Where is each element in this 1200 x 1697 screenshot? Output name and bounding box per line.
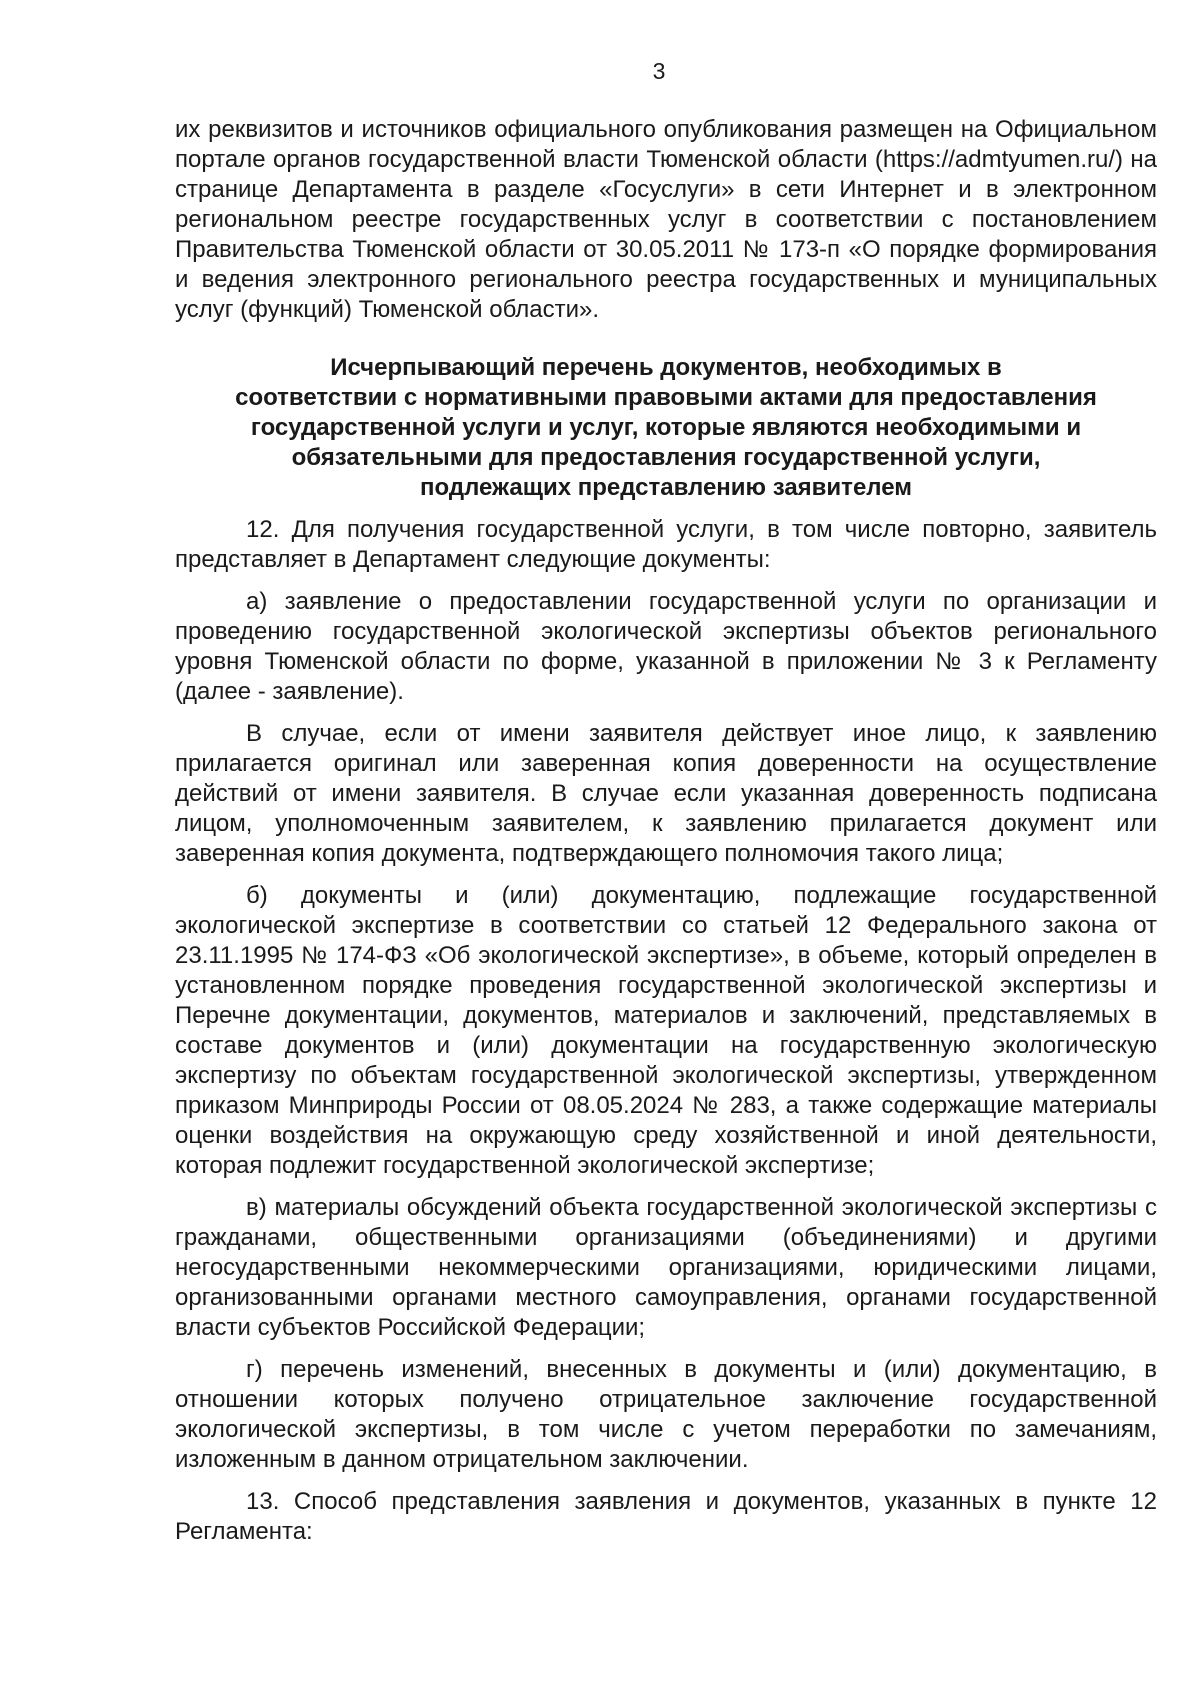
section-heading-line: государственной услуги и услуг, которые являются необходимыми и — [250, 414, 1082, 441]
section-heading-line: подлежащих представлению заявителем — [420, 474, 912, 501]
item-13: 13. Способ представления заявления и документов, указанных в пункте 12 Регламента: — [175, 1488, 1157, 1545]
section-heading-line: соответствии с нормативными правовыми актами для предоставления — [235, 384, 1097, 411]
item-v: в) материалы обсуждений объекта государственной экологической экспертизы с гражданами, общественными организациями (объединениями) и другими негосударственными некоммерческими организациями, юридическими лицами, организованными органами местного самоуправления, органами государственной власти субъектов Российской Федерации; — [175, 1194, 1157, 1341]
item-12-intro: 12. Для получения государственной услуги, в том числе повторно, заявитель представляет в Департамент следующие документы: — [175, 516, 1157, 573]
section-heading-line: обязательными для предоставления государственной услуги, — [291, 444, 1041, 471]
page-number: 3 — [652, 58, 666, 84]
section-heading-line: Исчерпывающий перечень документов, необходимых в — [330, 354, 1002, 381]
item-a: а) заявление о предоставлении государственной услуги по организации и проведению государственной экологической экспертизы объектов регионального уровня Тюменской области по форме, указанной в приложении № 3 к Регламенту (далее - заявление). — [175, 588, 1157, 705]
item-g: г) перечень изменений, внесенных в документы и (или) документацию, в отношении которых получено отрицательное заключение государственной экологической экспертизы, в том числе с учетом переработки по замечаниям, изложенным в данном отрицательном заключении. — [175, 1356, 1157, 1473]
item-b: б) документы и (или) документацию, подлежащие государственной экологической экспертизе в соответствии со статьей 12 Федерального закона от 23.11.1995 № 174-ФЗ «Об экологической экспертизе», в объеме, который определен в установленном порядке проведения государственной экологической экспертизы и Перечне документации, документов, материалов и заключений, представляемых в составе документов и (или) документации на государственную экологическую экспертизу по объектам государственной экологической экспертизы, утвержденном приказом Минприроды России от 08.05.2024 № 283, а также содержащие материалы оценки воздействия на окружающую среду хозяйственной и иной деятельности, которая подлежит государственной экологической экспертизе; — [175, 882, 1157, 1179]
intro-paragraph: их реквизитов и источников официального опубликования размещен на Официальном портале органов государственной власти Тюменской области (https://admtyumen.ru/) на странице Департамента в разделе «Госуслуги» в сети Интернет и в электронном региональном реестре государственных услуг в соответствии с постановлением Правительства Тюменской области от 30.05.2011 № 173-п «О порядке формирования и ведения электронного регионального реестра государственных и муниципальных услуг (функций) Тюменской области». — [175, 116, 1157, 323]
section-heading — [175, 353, 1157, 503]
item-a-note: В случае, если от имени заявителя действует иное лицо, к заявлению прилагается оригинал или заверенная копия доверенности на осуществление действий от имени заявителя. В случае если указанная доверенность подписана лицом, уполномоченным заявителем, к заявлению прилагается документ или заверенная копия документа, подтверждающего полномочия такого лица; — [175, 720, 1157, 867]
document-body — [175, 115, 1157, 1547]
